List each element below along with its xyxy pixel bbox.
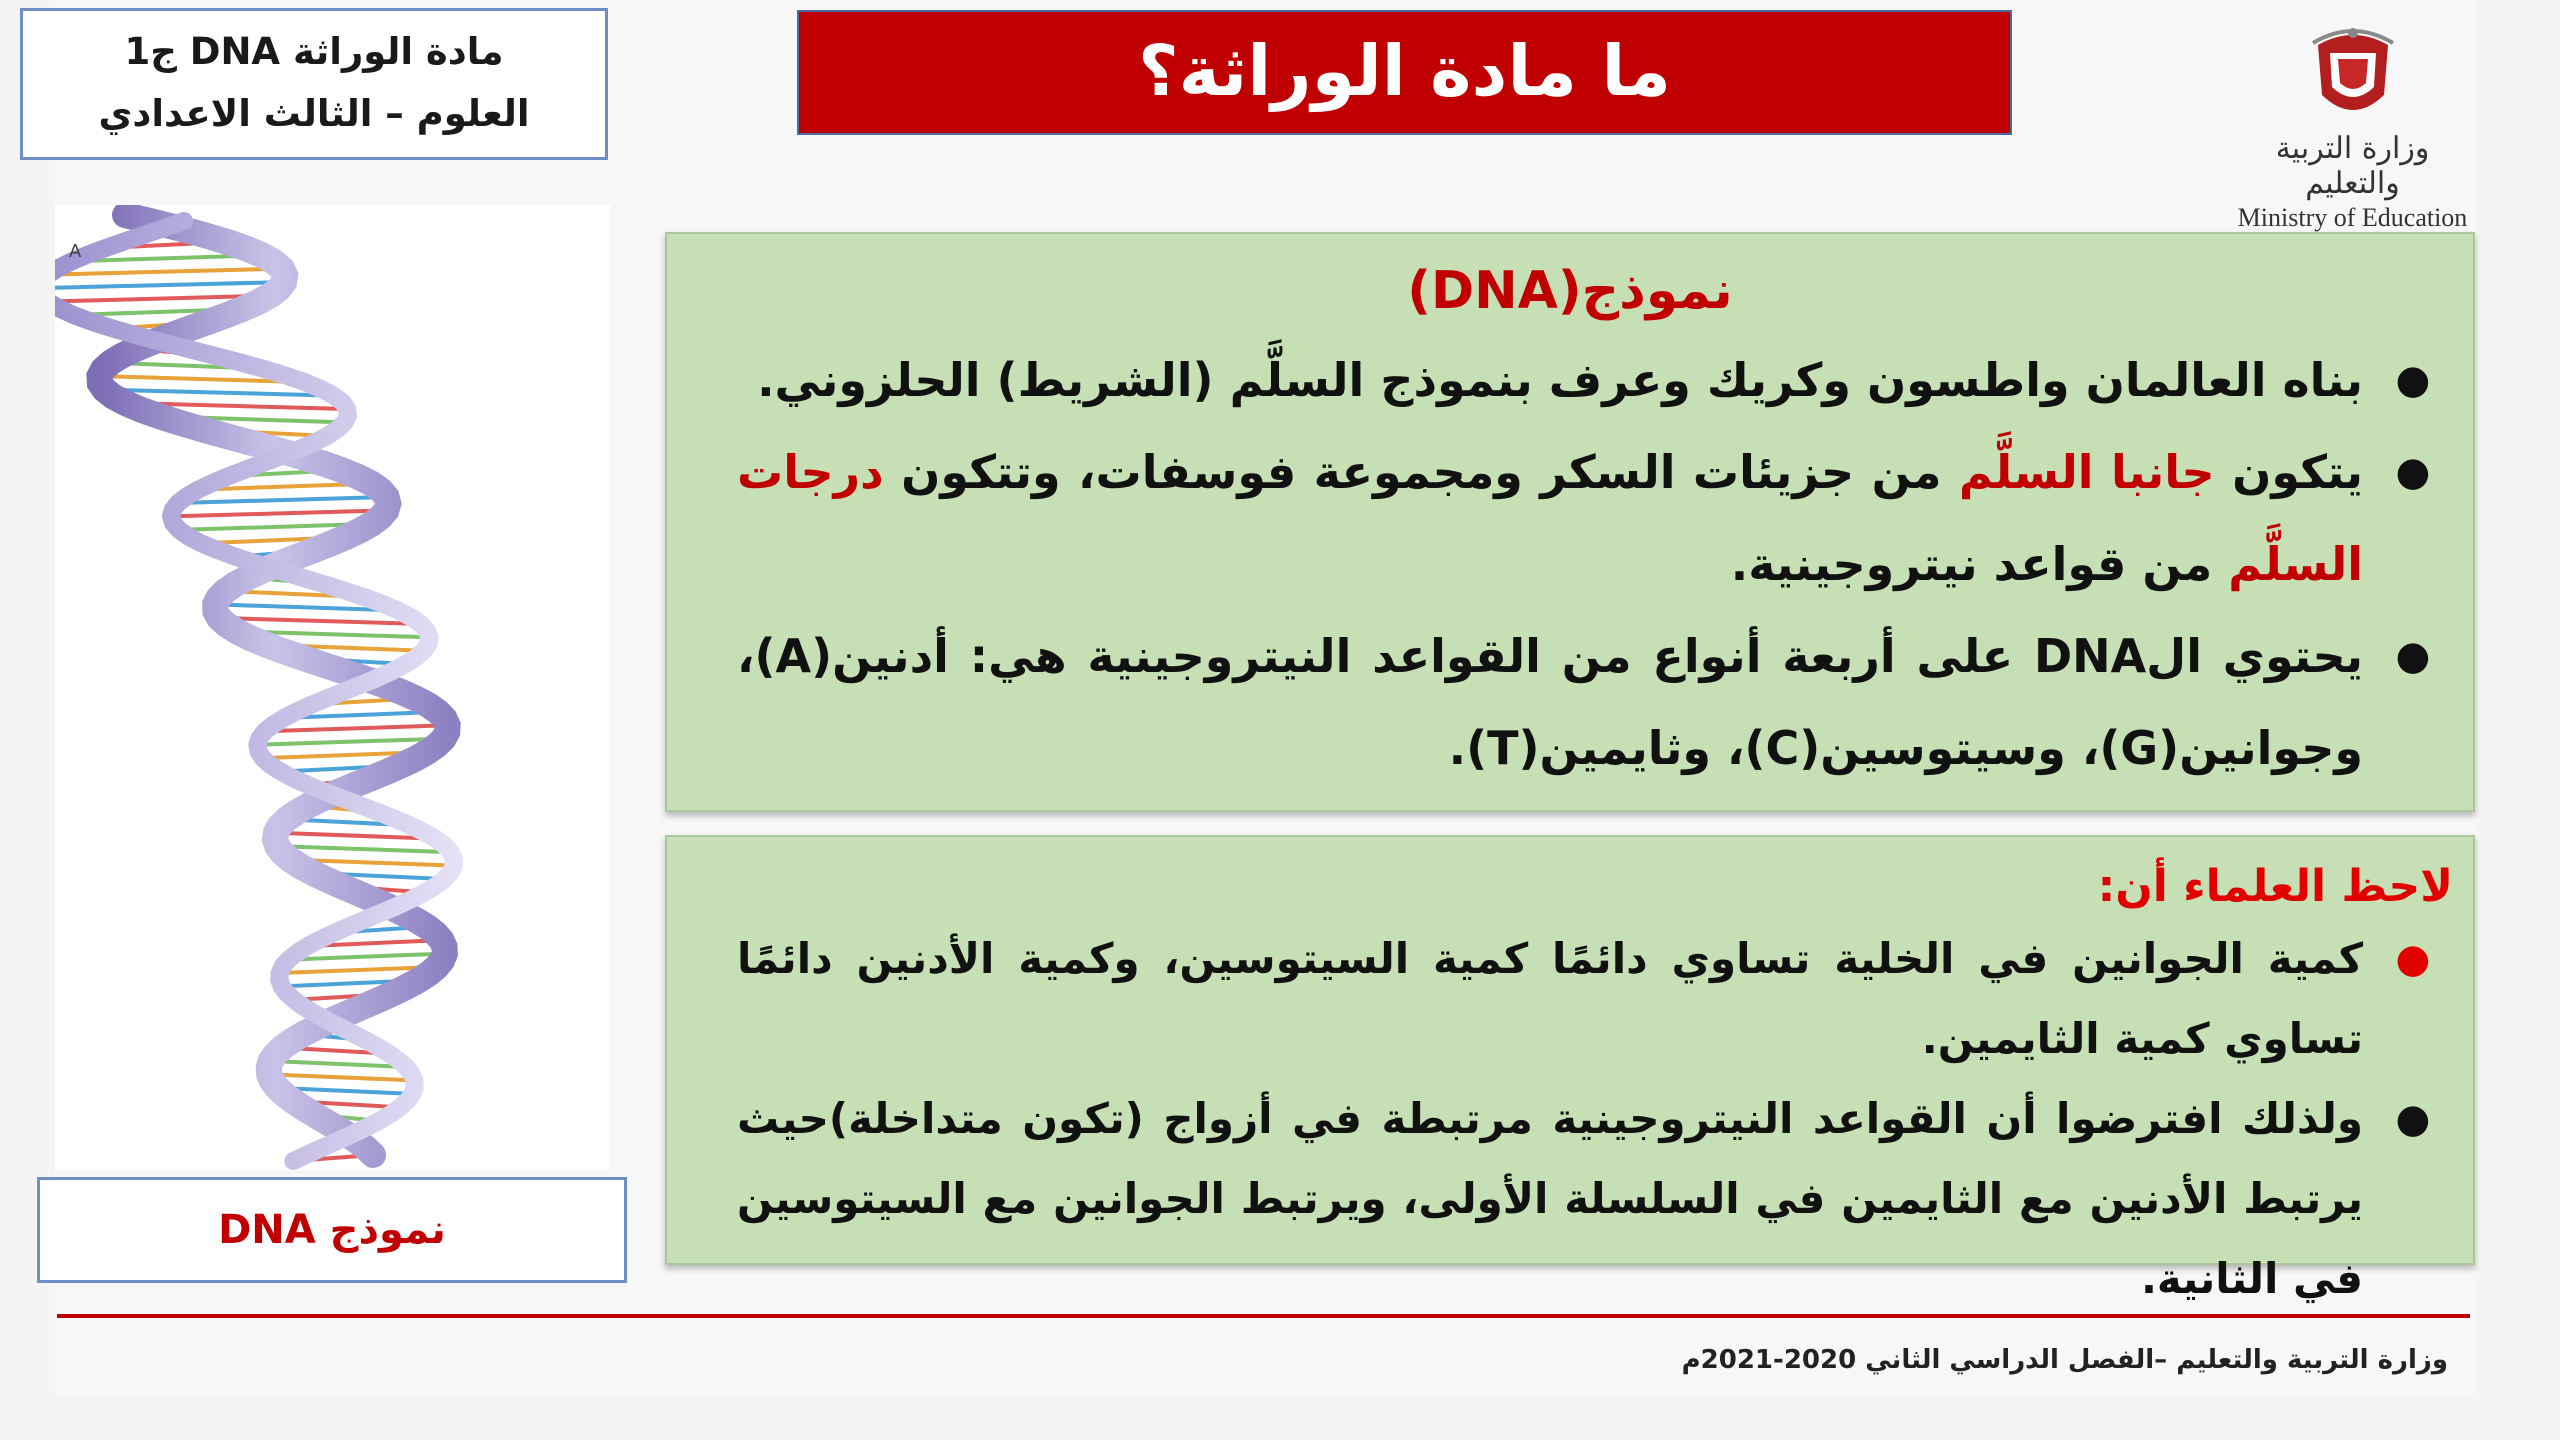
ministry-name-english: Ministry of Education	[2237, 203, 2468, 232]
list-item	[737, 334, 2433, 426]
bullet-icon: ●	[2395, 357, 2431, 403]
footer-text: وزارة التربية والتعليم –الفصل الدراسي الثاني 2020-2021م	[1681, 1345, 2448, 1375]
dna-strand-label: A	[69, 241, 82, 262]
list-item	[737, 426, 2433, 610]
observation-heading: لاحظ العلماء أن:	[2097, 861, 2453, 912]
dna-helix-illustration	[55, 205, 610, 1170]
bullet-text: ولذلك افترضوا أن القواعد النيتروجينية مرتبطة في أزواج (تكون متداخلة)حيث يرتبط الأدنين مع الثايمين في السلسلة الأولى، ويرتبط الجوانين مع السيتوسين في الثانية.	[737, 1094, 2363, 1303]
dna-rung	[277, 846, 451, 852]
bullet-text: بناه العالمان واطسون وكريك وعرف بنموذج السلَّم (الشريط) الحلزوني.	[757, 353, 2363, 407]
ministry-name-arabic: وزارة التربية والتعليم	[2275, 131, 2430, 201]
bullet-icon: ●	[2395, 449, 2431, 495]
dna-image-panel	[55, 205, 610, 1170]
bullet-text: من قواعد نيتروجينية.	[1730, 537, 2229, 591]
dna-model-box	[665, 232, 2475, 812]
list-item	[737, 1079, 2433, 1319]
image-caption: نموذج DNA	[37, 1177, 627, 1283]
dna-rung	[171, 510, 386, 516]
list-item	[737, 919, 2433, 1079]
dna-model-heading: نموذج(DNA)	[1407, 261, 1733, 321]
lesson-info-box	[20, 8, 608, 160]
bullet-text: يحتوي الDNA على أربعة أنواع من القواعد النيتروجينية هي: أدنين(A)، وجوانين(G)، وسيتوسين(C)، وثايمين(T).	[737, 629, 2363, 775]
dna-rung	[55, 269, 282, 275]
scientists-observation-box	[665, 835, 2475, 1303]
dna-rung	[178, 497, 387, 503]
dna-rung	[289, 954, 445, 960]
dna-rung	[269, 1074, 414, 1080]
bullet-icon: ●	[2395, 1096, 2431, 1142]
bullet-icon: ●	[2395, 633, 2431, 679]
lesson-info-line2: العلوم – الثالث الاعدادي	[98, 92, 530, 135]
bullet-text: من جزيئات السكر ومجموعة فوسفات، وتتكون	[883, 445, 1959, 499]
bullet-text: يتكون	[2214, 445, 2363, 499]
dna-rung	[219, 618, 421, 624]
ministry-logo	[2225, 25, 2480, 235]
footer-divider	[57, 1314, 2470, 1318]
dna-rung	[265, 725, 448, 731]
lesson-info-line1: مادة الوراثة DNA ج1	[124, 30, 504, 73]
bullet-text: كمية الجوانين في الخلية تساوي دائمًا كمية السيتوسين، وكمية الأدنين دائمًا تساوي كمية الثايمين.	[737, 934, 2363, 1063]
ministry-emblem-icon	[2308, 25, 2398, 125]
dna-rung	[55, 282, 284, 288]
slide-title: ما مادة الوراثة؟	[797, 10, 2012, 135]
list-item	[737, 610, 2433, 794]
highlight-text: درجات السلَّم	[737, 445, 2363, 591]
highlight-text: جانبا السلَّم	[1958, 445, 2215, 499]
bullet-icon: ●	[2395, 936, 2431, 982]
